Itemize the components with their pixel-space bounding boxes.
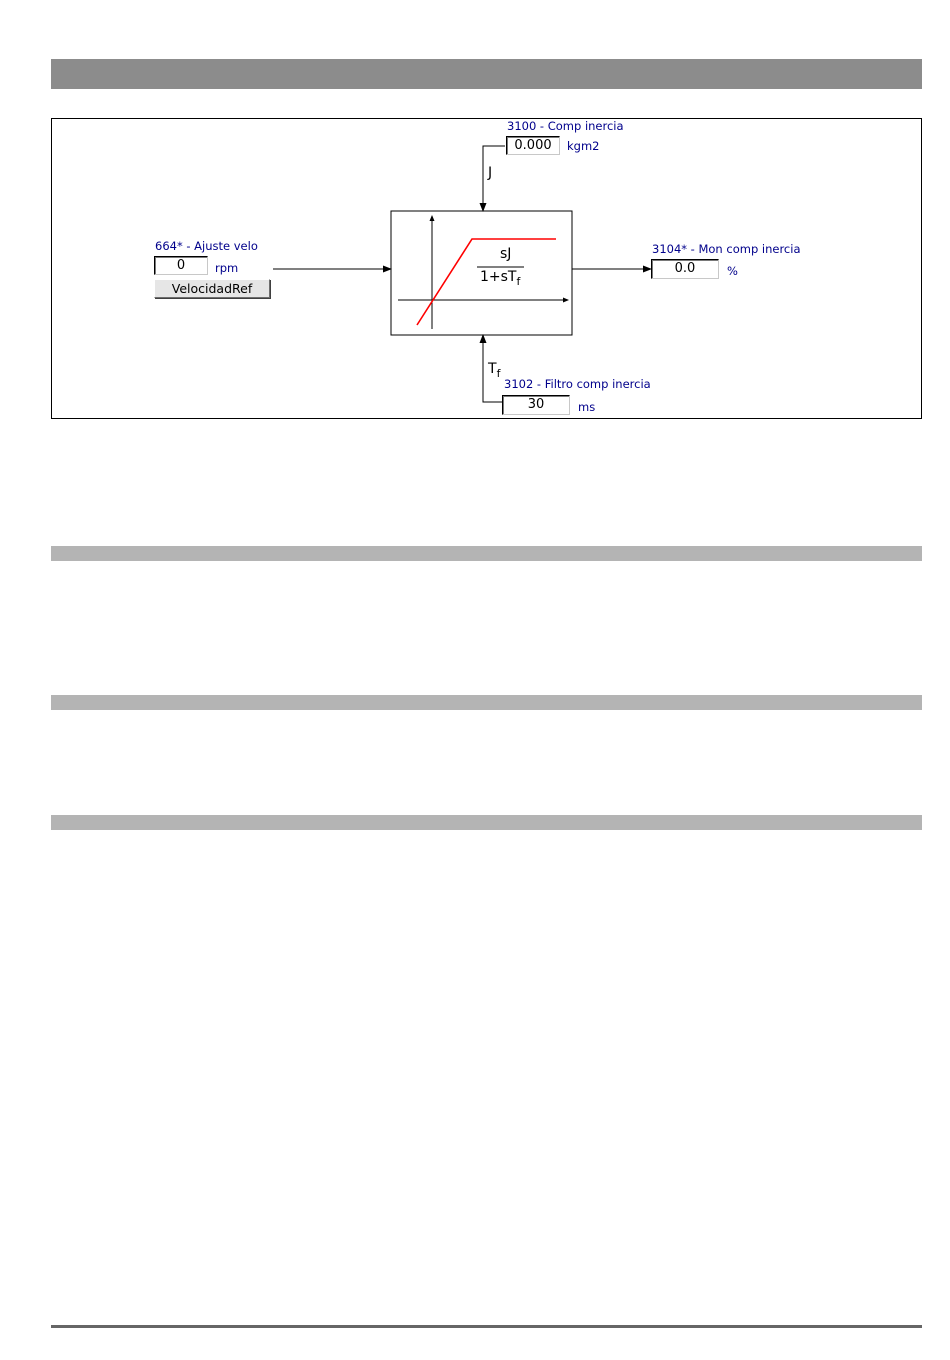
velocidad-ref-button[interactable]: VelocidadRef bbox=[154, 279, 270, 298]
section-bar-1 bbox=[51, 546, 922, 561]
mon-comp-inercia-field[interactable]: 0.0 bbox=[651, 259, 719, 279]
comp-inercia-unit: kgm2 bbox=[567, 139, 600, 153]
filtro-comp-inercia-unit: ms bbox=[578, 400, 596, 414]
tf-denominator-base: 1+sT bbox=[480, 269, 517, 285]
comp-inercia-label: 3100 - Comp inercia bbox=[507, 119, 624, 133]
filtro-comp-inercia-field[interactable]: 30 bbox=[502, 395, 570, 415]
ajuste-velo-field[interactable]: 0 bbox=[154, 256, 208, 275]
tf-signal-sub: f bbox=[496, 366, 501, 380]
tf-denominator-sub: f bbox=[516, 274, 521, 288]
ajuste-velo-label: 664* - Ajuste velo bbox=[155, 239, 258, 253]
tf-signal-label bbox=[488, 361, 500, 380]
comp-inercia-field[interactable]: 0.000 bbox=[506, 136, 560, 155]
ajuste-velo-unit: rpm bbox=[215, 261, 239, 275]
header-bar bbox=[51, 59, 922, 89]
j-signal-label: J bbox=[488, 165, 493, 181]
tf-signal-base: T bbox=[488, 361, 497, 377]
section-bar-3 bbox=[51, 815, 922, 830]
tf-denominator bbox=[480, 269, 520, 288]
mon-comp-inercia-unit: % bbox=[727, 264, 738, 278]
mon-comp-inercia-label: 3104* - Mon comp inercia bbox=[652, 242, 801, 256]
footer-rule bbox=[51, 1325, 922, 1328]
tf-numerator: sJ bbox=[500, 246, 512, 262]
inertia-compensation-diagram bbox=[51, 118, 922, 419]
filtro-comp-inercia-label: 3102 - Filtro comp inercia bbox=[504, 377, 651, 391]
j-input-line bbox=[483, 146, 505, 211]
section-bar-2 bbox=[51, 695, 922, 710]
